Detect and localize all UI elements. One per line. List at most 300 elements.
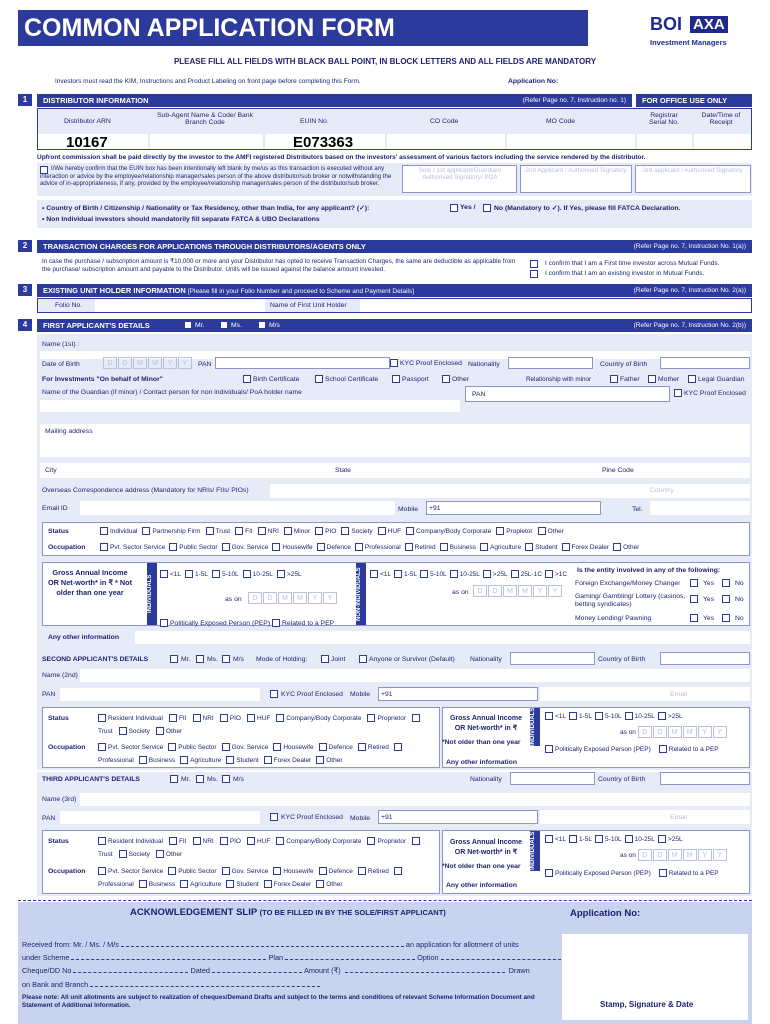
occupation-checkbox[interactable] bbox=[226, 880, 234, 888]
income-option[interactable] bbox=[569, 713, 592, 720]
as-on-cell[interactable]: Y bbox=[533, 585, 547, 597]
occupation-checkbox[interactable] bbox=[394, 743, 402, 751]
status-checkbox[interactable] bbox=[276, 714, 284, 722]
nonind-income-checkbox[interactable] bbox=[394, 570, 402, 578]
occupation-checkbox[interactable] bbox=[440, 543, 448, 551]
income-checkbox[interactable] bbox=[212, 570, 220, 578]
income-checkbox[interactable] bbox=[625, 712, 633, 720]
status-checkbox[interactable] bbox=[367, 837, 375, 845]
status-option[interactable] bbox=[284, 528, 310, 535]
income-option[interactable] bbox=[595, 836, 622, 843]
status-checkbox[interactable] bbox=[412, 837, 420, 845]
status-checkbox[interactable] bbox=[98, 714, 106, 722]
occupation-option[interactable] bbox=[405, 544, 436, 551]
nonind-income-checkbox[interactable] bbox=[483, 570, 491, 578]
second-ms-checkbox[interactable] bbox=[196, 655, 204, 663]
status-option[interactable] bbox=[247, 715, 270, 722]
status-checkbox[interactable] bbox=[206, 527, 214, 535]
status-checkbox[interactable] bbox=[247, 714, 255, 722]
dob-cell[interactable]: Y bbox=[178, 357, 192, 369]
occupation-option[interactable] bbox=[168, 744, 216, 751]
income-option[interactable] bbox=[625, 836, 655, 843]
occupation-checkbox[interactable] bbox=[139, 880, 147, 888]
income-checkbox[interactable] bbox=[160, 570, 168, 578]
income-option[interactable] bbox=[625, 713, 655, 720]
occupation-option[interactable] bbox=[222, 868, 269, 875]
occupation-option[interactable] bbox=[273, 744, 313, 751]
legal-guardian-checkbox[interactable] bbox=[688, 375, 696, 383]
nonind-income-option[interactable] bbox=[394, 571, 417, 578]
dob-cells[interactable] bbox=[103, 357, 193, 369]
as-on-cell[interactable]: M bbox=[278, 592, 292, 604]
occupation-checkbox[interactable] bbox=[98, 743, 106, 751]
passport-checkbox[interactable] bbox=[392, 375, 400, 383]
title-ms-checkbox[interactable] bbox=[220, 321, 228, 329]
occupation-option[interactable] bbox=[139, 881, 175, 888]
occupation-checkbox[interactable] bbox=[272, 543, 280, 551]
signature-2-label: 2nd Applicant / Authorised Signatory bbox=[525, 167, 627, 174]
occupation-checkbox[interactable] bbox=[180, 880, 188, 888]
second-mrs-checkbox[interactable] bbox=[222, 655, 230, 663]
pep-checkbox[interactable] bbox=[659, 745, 667, 753]
third-pan-input[interactable] bbox=[60, 811, 260, 824]
income-checkbox[interactable] bbox=[658, 835, 666, 843]
income-option[interactable] bbox=[545, 713, 566, 720]
status-checkbox[interactable] bbox=[538, 527, 546, 535]
status-checkbox[interactable] bbox=[142, 527, 150, 535]
as-on-cell[interactable]: M bbox=[503, 585, 517, 597]
income-checkbox[interactable] bbox=[277, 570, 285, 578]
registrar-field[interactable] bbox=[637, 134, 692, 149]
occupation-checkbox[interactable] bbox=[405, 543, 413, 551]
status-option[interactable] bbox=[119, 728, 150, 735]
nonind-income-checkbox[interactable] bbox=[450, 570, 458, 578]
cheque-field[interactable] bbox=[73, 972, 188, 973]
occupation-option[interactable] bbox=[226, 757, 258, 764]
first-holder-label: Name of First Unit Holder bbox=[270, 302, 347, 309]
other-proof-checkbox[interactable] bbox=[442, 375, 450, 383]
status-option[interactable] bbox=[406, 528, 491, 535]
as-on-cells[interactable] bbox=[248, 592, 338, 604]
second-mr-checkbox[interactable] bbox=[170, 655, 178, 663]
income-checkbox[interactable] bbox=[243, 570, 251, 578]
occupation-checkbox[interactable] bbox=[562, 543, 570, 551]
status-option[interactable] bbox=[247, 838, 270, 845]
occupation-option[interactable] bbox=[613, 544, 639, 551]
status-checkbox[interactable] bbox=[100, 527, 108, 535]
nonind-income-checkbox[interactable] bbox=[511, 570, 519, 578]
occupation-checkbox[interactable] bbox=[100, 543, 108, 551]
occupation-checkbox[interactable] bbox=[180, 756, 188, 764]
income-checkbox[interactable] bbox=[569, 712, 577, 720]
joint-checkbox[interactable] bbox=[321, 655, 329, 663]
third-kyc-checkbox[interactable] bbox=[270, 813, 278, 821]
stamp-label: Stamp, Signature & Date bbox=[600, 1000, 694, 1009]
occupation-checkbox[interactable] bbox=[319, 867, 327, 875]
occupation-checkbox[interactable] bbox=[317, 543, 325, 551]
as-on-cell[interactable]: D bbox=[473, 585, 487, 597]
status-option[interactable] bbox=[169, 715, 187, 722]
anyone-checkbox[interactable] bbox=[359, 655, 367, 663]
status-option[interactable] bbox=[98, 838, 163, 845]
nonind-income-option[interactable] bbox=[511, 571, 542, 578]
status-checkbox[interactable] bbox=[193, 837, 201, 845]
city-input[interactable] bbox=[40, 463, 750, 478]
occupation-checkbox[interactable] bbox=[394, 867, 402, 875]
income-checkbox[interactable] bbox=[595, 712, 603, 720]
other-info-input[interactable] bbox=[135, 631, 750, 644]
third-mrs-checkbox[interactable] bbox=[222, 775, 230, 783]
lending-no-checkbox[interactable] bbox=[722, 614, 730, 622]
pep-option[interactable] bbox=[659, 746, 719, 753]
status-checkbox[interactable] bbox=[406, 527, 414, 535]
as-on-cell[interactable]: D bbox=[653, 726, 667, 738]
nationality-input[interactable] bbox=[508, 357, 593, 369]
second-email-input[interactable] bbox=[540, 687, 750, 701]
third-mr-checkbox[interactable] bbox=[170, 775, 178, 783]
occupation-checkbox[interactable] bbox=[316, 756, 324, 764]
ack-app-no: Application No: bbox=[570, 908, 641, 919]
income-label: >25L bbox=[286, 570, 302, 578]
nonind-income-option[interactable] bbox=[483, 571, 508, 578]
occupation-option[interactable] bbox=[168, 868, 216, 875]
folio-input[interactable] bbox=[95, 299, 265, 312]
as-on-cell[interactable]: Y bbox=[698, 726, 712, 738]
section-4-title: FIRST APPLICANT'S DETAILS bbox=[43, 321, 150, 330]
status-option[interactable] bbox=[119, 851, 150, 858]
second-mobile-input[interactable] bbox=[378, 687, 538, 701]
pep-checkbox[interactable] bbox=[545, 745, 553, 753]
occupation-option[interactable] bbox=[226, 881, 258, 888]
status-checkbox[interactable] bbox=[341, 527, 349, 535]
occupation-checkbox[interactable] bbox=[222, 743, 230, 751]
pan-input[interactable] bbox=[215, 357, 390, 369]
title-mrs-checkbox[interactable] bbox=[258, 321, 266, 329]
occupation-checkbox[interactable] bbox=[226, 756, 234, 764]
as-on-cell[interactable]: M bbox=[683, 849, 697, 861]
first-holder-input[interactable] bbox=[360, 299, 751, 312]
nonind-income-option[interactable] bbox=[450, 571, 480, 578]
as-on-cell[interactable]: M bbox=[518, 585, 532, 597]
status-option[interactable] bbox=[341, 528, 372, 535]
status-option[interactable] bbox=[315, 528, 336, 535]
occupation-checkbox[interactable] bbox=[168, 743, 176, 751]
birth-cert-checkbox[interactable] bbox=[243, 375, 251, 383]
status-option[interactable] bbox=[276, 715, 361, 722]
co-field[interactable] bbox=[387, 134, 505, 149]
status-option[interactable] bbox=[378, 528, 401, 535]
status-option[interactable] bbox=[206, 528, 231, 535]
occupation-checkbox[interactable] bbox=[319, 743, 327, 751]
lending-yes-checkbox[interactable] bbox=[690, 614, 698, 622]
dob-cell[interactable]: Y bbox=[163, 357, 177, 369]
income-checkbox[interactable] bbox=[569, 835, 577, 843]
occupation-option[interactable] bbox=[98, 744, 163, 751]
occupation-checkbox[interactable] bbox=[480, 543, 488, 551]
status-checkbox[interactable] bbox=[156, 727, 164, 735]
occupation-checkbox[interactable] bbox=[525, 543, 533, 551]
country-no-checkbox[interactable] bbox=[483, 204, 491, 212]
mo-field[interactable] bbox=[507, 134, 635, 149]
occupation-option[interactable] bbox=[100, 544, 165, 551]
as-on-cell[interactable]: Y bbox=[323, 592, 337, 604]
income-checkbox[interactable] bbox=[185, 570, 193, 578]
income-checkbox[interactable] bbox=[658, 712, 666, 720]
ack-title-sub: (TO BE FILLED IN BY THE SOLE/FIRST APPLICANT) bbox=[259, 908, 446, 917]
overseas-input[interactable] bbox=[270, 484, 750, 498]
as-on-cell[interactable]: D bbox=[638, 849, 652, 861]
nonind-income-checkbox[interactable] bbox=[420, 570, 428, 578]
as-on-cell[interactable]: Y bbox=[713, 849, 727, 861]
second-kyc-checkbox[interactable] bbox=[270, 690, 278, 698]
occupation-option[interactable] bbox=[316, 881, 342, 888]
occupation-option[interactable] bbox=[98, 868, 163, 875]
status-checkbox[interactable] bbox=[193, 714, 201, 722]
mailing-input[interactable] bbox=[40, 424, 750, 457]
occupation-checkbox[interactable] bbox=[358, 743, 366, 751]
subagent-field[interactable] bbox=[150, 134, 263, 149]
title-mr-checkbox[interactable] bbox=[184, 321, 192, 329]
occupation-checkbox[interactable] bbox=[139, 756, 147, 764]
occupation-option[interactable] bbox=[317, 544, 351, 551]
kyc-checkbox[interactable] bbox=[390, 359, 398, 367]
third-mobile-input[interactable] bbox=[378, 810, 538, 824]
scheme-field[interactable] bbox=[71, 959, 266, 960]
status-option[interactable] bbox=[142, 528, 200, 535]
dob-cell[interactable]: D bbox=[103, 357, 117, 369]
occupation-option[interactable] bbox=[222, 544, 269, 551]
as-on-cell[interactable]: Y bbox=[713, 726, 727, 738]
income-option[interactable] bbox=[595, 713, 622, 720]
status-checkbox[interactable] bbox=[315, 527, 323, 535]
status-checkbox[interactable] bbox=[220, 837, 228, 845]
status-option[interactable] bbox=[98, 715, 163, 722]
tel-input[interactable] bbox=[650, 501, 750, 515]
received-from-field[interactable] bbox=[121, 946, 404, 947]
status-option[interactable] bbox=[258, 528, 279, 535]
occupation-checkbox[interactable] bbox=[222, 867, 230, 875]
school-cert-checkbox[interactable] bbox=[315, 375, 323, 383]
mother-checkbox[interactable] bbox=[648, 375, 656, 383]
email-input[interactable] bbox=[80, 501, 395, 515]
pep-option[interactable] bbox=[659, 870, 719, 877]
as-on-cell[interactable]: D bbox=[653, 849, 667, 861]
guardian-input[interactable] bbox=[40, 400, 460, 412]
occupation-checkbox[interactable] bbox=[222, 543, 230, 551]
income-option[interactable] bbox=[569, 836, 592, 843]
pep-checkbox[interactable] bbox=[545, 869, 553, 877]
occupation-option[interactable] bbox=[355, 544, 401, 551]
status-checkbox[interactable] bbox=[247, 837, 255, 845]
amount-field[interactable] bbox=[345, 972, 505, 973]
occupation-option[interactable] bbox=[169, 544, 217, 551]
as-on-cell[interactable]: M bbox=[293, 592, 307, 604]
ack-app-no-input[interactable] bbox=[562, 921, 748, 931]
mobile-input[interactable] bbox=[426, 501, 601, 515]
occupation-option[interactable] bbox=[180, 881, 221, 888]
status-option[interactable] bbox=[538, 528, 564, 535]
income-option[interactable] bbox=[212, 571, 239, 578]
occupation-checkbox[interactable] bbox=[613, 543, 621, 551]
status-checkbox[interactable] bbox=[169, 714, 177, 722]
nonind-as-on-cells[interactable] bbox=[473, 585, 563, 597]
income-option[interactable] bbox=[658, 836, 683, 843]
status-option[interactable] bbox=[193, 715, 214, 722]
status-checkbox[interactable] bbox=[156, 850, 164, 858]
option-field[interactable] bbox=[441, 959, 561, 960]
status-option[interactable] bbox=[496, 528, 532, 535]
income-checkbox[interactable] bbox=[625, 835, 633, 843]
nonind-income-label: >1C bbox=[554, 570, 568, 578]
as-on-cell[interactable]: Y bbox=[308, 592, 322, 604]
nonind-income-checkbox[interactable] bbox=[370, 570, 378, 578]
status-option[interactable] bbox=[367, 838, 406, 845]
status-option[interactable] bbox=[100, 528, 137, 535]
existing-investor-checkbox[interactable] bbox=[530, 270, 538, 278]
income-option[interactable] bbox=[243, 571, 273, 578]
cob-input[interactable] bbox=[660, 357, 750, 369]
pep-option[interactable] bbox=[545, 870, 651, 877]
as-on-cell[interactable]: D bbox=[638, 726, 652, 738]
as-on-cell[interactable]: D bbox=[488, 585, 502, 597]
status-checkbox[interactable] bbox=[235, 527, 243, 535]
occupation-option[interactable] bbox=[139, 757, 175, 764]
as-on-cell[interactable]: M bbox=[683, 726, 697, 738]
status-option[interactable] bbox=[235, 528, 253, 535]
father-checkbox[interactable] bbox=[610, 375, 618, 383]
occupation-checkbox[interactable] bbox=[168, 867, 176, 875]
status-option[interactable] bbox=[156, 728, 182, 735]
country-yes-checkbox[interactable] bbox=[450, 204, 458, 212]
dated-field[interactable] bbox=[212, 972, 302, 973]
dob-cell[interactable]: D bbox=[118, 357, 132, 369]
occupation-checkbox[interactable] bbox=[355, 543, 363, 551]
gambling-yes-checkbox[interactable] bbox=[690, 595, 698, 603]
third-nationality-input[interactable] bbox=[510, 772, 595, 785]
occupation-option[interactable] bbox=[358, 868, 389, 875]
occupation-checkbox[interactable] bbox=[264, 756, 272, 764]
status-checkbox[interactable] bbox=[367, 714, 375, 722]
occupation-option[interactable] bbox=[319, 744, 353, 751]
income-option[interactable] bbox=[658, 713, 683, 720]
occupation-option[interactable] bbox=[319, 868, 353, 875]
status-checkbox[interactable] bbox=[276, 837, 284, 845]
status-checkbox[interactable] bbox=[119, 850, 127, 858]
pep-checkbox[interactable] bbox=[160, 619, 168, 627]
status-checkbox[interactable] bbox=[169, 837, 177, 845]
as-on-cell[interactable]: Y bbox=[698, 849, 712, 861]
occupation-option[interactable] bbox=[358, 744, 389, 751]
income-option[interactable] bbox=[545, 836, 566, 843]
status-checkbox[interactable] bbox=[258, 527, 266, 535]
status-checkbox[interactable] bbox=[98, 837, 106, 845]
status-checkbox[interactable] bbox=[378, 527, 386, 535]
income-option[interactable] bbox=[185, 571, 208, 578]
third-ms-checkbox[interactable] bbox=[196, 775, 204, 783]
status-option[interactable] bbox=[367, 715, 406, 722]
status-option[interactable] bbox=[276, 838, 361, 845]
occupation-checkbox[interactable] bbox=[264, 880, 272, 888]
forex-no-checkbox[interactable] bbox=[722, 579, 730, 587]
occupation-option[interactable] bbox=[273, 868, 313, 875]
status-checkbox[interactable] bbox=[496, 527, 504, 535]
third-email-input[interactable] bbox=[540, 810, 750, 824]
bank-field[interactable] bbox=[90, 986, 320, 987]
nonind-income-option[interactable] bbox=[370, 571, 391, 578]
occupation-option[interactable] bbox=[272, 544, 312, 551]
nonind-income-option[interactable] bbox=[420, 571, 447, 578]
occupation-option[interactable] bbox=[264, 757, 312, 764]
occupation-option[interactable] bbox=[316, 757, 342, 764]
occupation-option[interactable] bbox=[440, 544, 476, 551]
income-option[interactable] bbox=[160, 571, 181, 578]
occupation-option[interactable] bbox=[222, 744, 269, 751]
related-pep-checkbox[interactable] bbox=[272, 619, 280, 627]
third-name-input[interactable] bbox=[80, 793, 750, 806]
as-on-cell[interactable]: D bbox=[263, 592, 277, 604]
income-option[interactable] bbox=[277, 571, 302, 578]
second-cob-input[interactable] bbox=[660, 652, 750, 665]
status-option[interactable] bbox=[193, 838, 214, 845]
second-name-input[interactable] bbox=[80, 669, 750, 682]
dob-cell[interactable]: M bbox=[133, 357, 147, 369]
plan-field[interactable] bbox=[285, 959, 415, 960]
occupation-checkbox[interactable] bbox=[358, 867, 366, 875]
first-time-checkbox[interactable] bbox=[530, 260, 538, 268]
income-checkbox[interactable] bbox=[595, 835, 603, 843]
second-nationality-input[interactable] bbox=[510, 652, 595, 665]
occupation-option[interactable] bbox=[525, 544, 557, 551]
occupation-checkbox[interactable] bbox=[316, 880, 324, 888]
forex-yes-checkbox[interactable] bbox=[690, 579, 698, 587]
as-on-cell[interactable]: Y bbox=[548, 585, 562, 597]
status-checkbox[interactable] bbox=[412, 714, 420, 722]
status-option[interactable] bbox=[220, 838, 241, 845]
occupation-option[interactable] bbox=[480, 544, 521, 551]
dob-cell[interactable]: M bbox=[148, 357, 162, 369]
status-option[interactable] bbox=[220, 715, 241, 722]
second-pan-input[interactable] bbox=[60, 688, 260, 701]
status-checkbox[interactable] bbox=[284, 527, 292, 535]
occupation-checkbox[interactable] bbox=[98, 867, 106, 875]
pep-checkbox[interactable] bbox=[659, 869, 667, 877]
as-on-cell[interactable]: D bbox=[248, 592, 262, 604]
status-option[interactable] bbox=[169, 838, 187, 845]
as-on-cell[interactable]: M bbox=[668, 726, 682, 738]
occupation-checkbox[interactable] bbox=[169, 543, 177, 551]
occupation-option[interactable] bbox=[562, 544, 610, 551]
status-checkbox[interactable] bbox=[119, 727, 127, 735]
status-checkbox[interactable] bbox=[220, 714, 228, 722]
occupation-option[interactable] bbox=[264, 881, 312, 888]
income-checkbox[interactable] bbox=[545, 712, 553, 720]
date-field[interactable] bbox=[694, 134, 751, 149]
pep-option[interactable] bbox=[545, 746, 651, 753]
guardian-pan-input[interactable] bbox=[465, 386, 670, 402]
status-option[interactable] bbox=[156, 851, 182, 858]
gambling-no-checkbox[interactable] bbox=[722, 595, 730, 603]
ack-line-2 bbox=[22, 953, 557, 962]
occupation-option[interactable] bbox=[180, 757, 221, 764]
nonind-income-option[interactable] bbox=[545, 571, 567, 578]
nonind-income-checkbox[interactable] bbox=[545, 570, 553, 578]
kyc2-checkbox[interactable] bbox=[674, 389, 682, 397]
third-cob-input[interactable] bbox=[660, 772, 750, 785]
occupation-checkbox[interactable] bbox=[273, 867, 281, 875]
income-checkbox[interactable] bbox=[545, 835, 553, 843]
as-on-cell[interactable]: M bbox=[668, 849, 682, 861]
occupation-checkbox[interactable] bbox=[273, 743, 281, 751]
